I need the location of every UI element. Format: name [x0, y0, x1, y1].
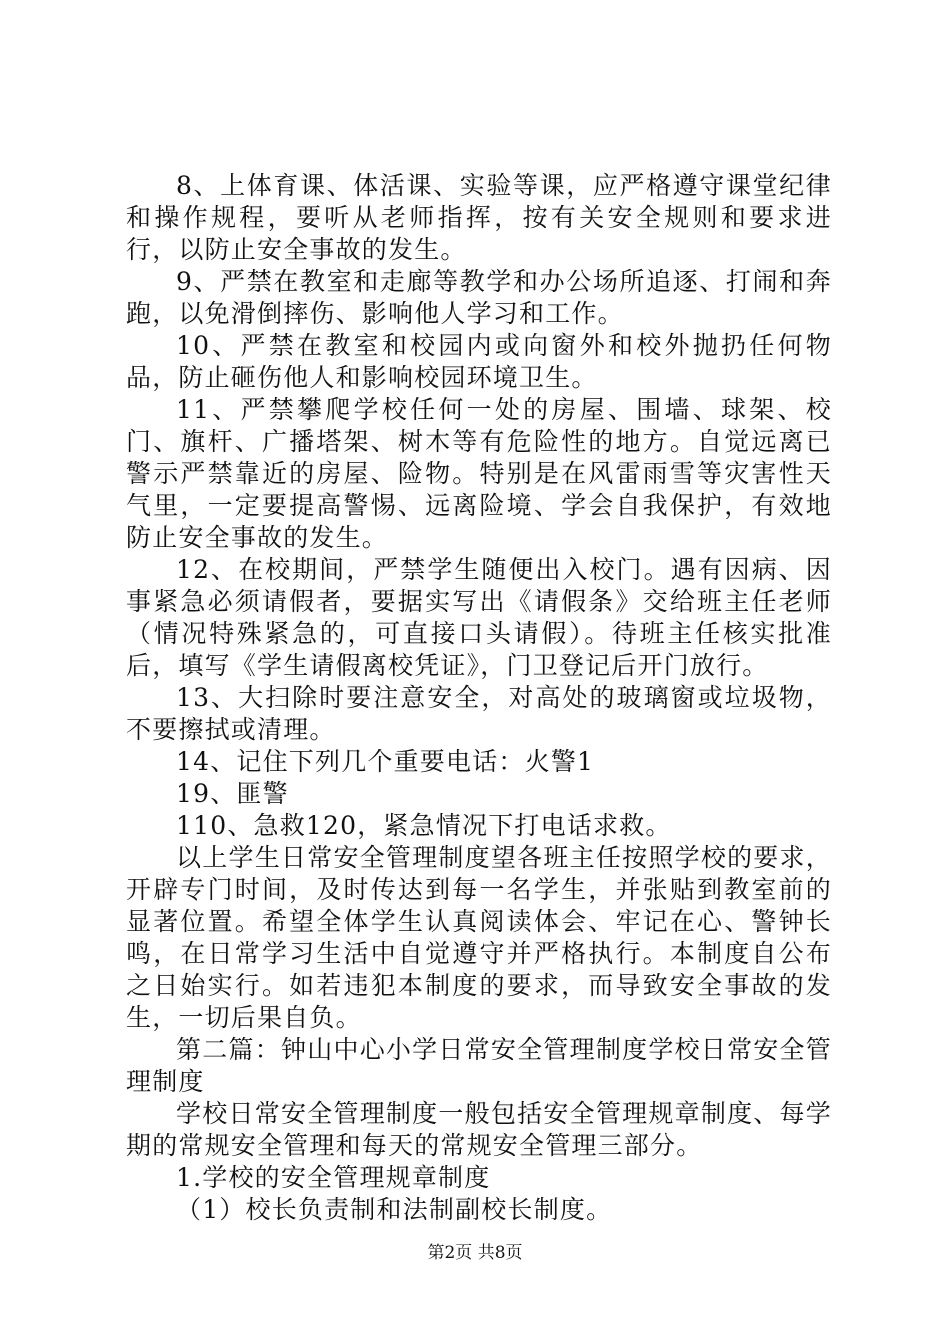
list-item-1: （1）校长负责制和法制副校长制度。 — [176, 1195, 613, 1224]
paragraph-intro: 学校日常安全管理制度一般包括安全管理规章制度、每学期的常规安全管理和每天的常规安全管理三部分。 — [126, 1099, 832, 1160]
paragraph-summary: 以上学生日常安全管理制度望各班主任按照学校的要求，开辟专门时间，及时传达到每一名学生，并张贴到教室前的显著位置。希望全体学生认真阅读体会、牢记在心、警钟长鸣，在日常学习生活中自觉遵守并严格执行。本制度自公布之日始实行。如若违犯本制度的要求，而导致安全事故的发生，一切后果自负。 — [126, 843, 832, 1032]
section-heading: 第二篇：钟山中心小学日常安全管理制度学校日常安全管理制度 — [126, 1035, 832, 1096]
subheading-1: 1.学校的安全管理规章制度 — [176, 1163, 491, 1192]
paragraph-rule-13: 13、大扫除时要注意安全，对高处的玻璃窗或垃圾物，不要擦拭或清理。 — [126, 683, 832, 744]
paragraph-rule-12: 12、在校期间，严禁学生随便出入校门。遇有因病、因事紧急必须请假者，要据实写出《请假条》交给班主任老师（情况特殊紧急的，可直接口头请假）。待班主任核实批准后，填写《学生请假离校凭证》，门卫登记后开门放行。 — [126, 555, 832, 680]
paragraph-rule-11: 11、严禁攀爬学校任何一处的房屋、围墙、球架、校门、旗杆、广播塔架、树木等有危险性的地方。自觉远离已警示严禁靠近的房屋、险物。特别是在风雷雨雪等灾害性天气里，一定要提高警惕、远离险境、学会自我保护，有效地防止安全事故的发生。 — [126, 395, 832, 552]
paragraph-phone-line-2: 110、急救120，紧急情况下打电话求救。 — [176, 811, 672, 840]
paragraph-phone-line-1: 19、匪警 — [176, 779, 289, 808]
paragraph-rule-14: 14、记住下列几个重要电话：火警1 — [176, 747, 595, 776]
paragraph-rule-8: 8、上体育课、体活课、实验等课，应严格遵守课堂纪律和操作规程，要听从老师指挥，按有关安全规则和要求进行，以防止安全事故的发生。 — [126, 171, 832, 264]
paragraph-rule-9: 9、严禁在教室和走廊等教学和办公场所追逐、打闹和奔跑，以免滑倒摔伤、影响他人学习和工作。 — [126, 267, 832, 328]
document-body — [126, 170, 832, 1226]
page-footer: 第2页 共8页 — [427, 1243, 523, 1263]
paragraph-rule-10: 10、严禁在教室和校园内或向窗外和校外抛扔任何物品，防止砸伤他人和影响校园环境卫生。 — [126, 331, 832, 392]
